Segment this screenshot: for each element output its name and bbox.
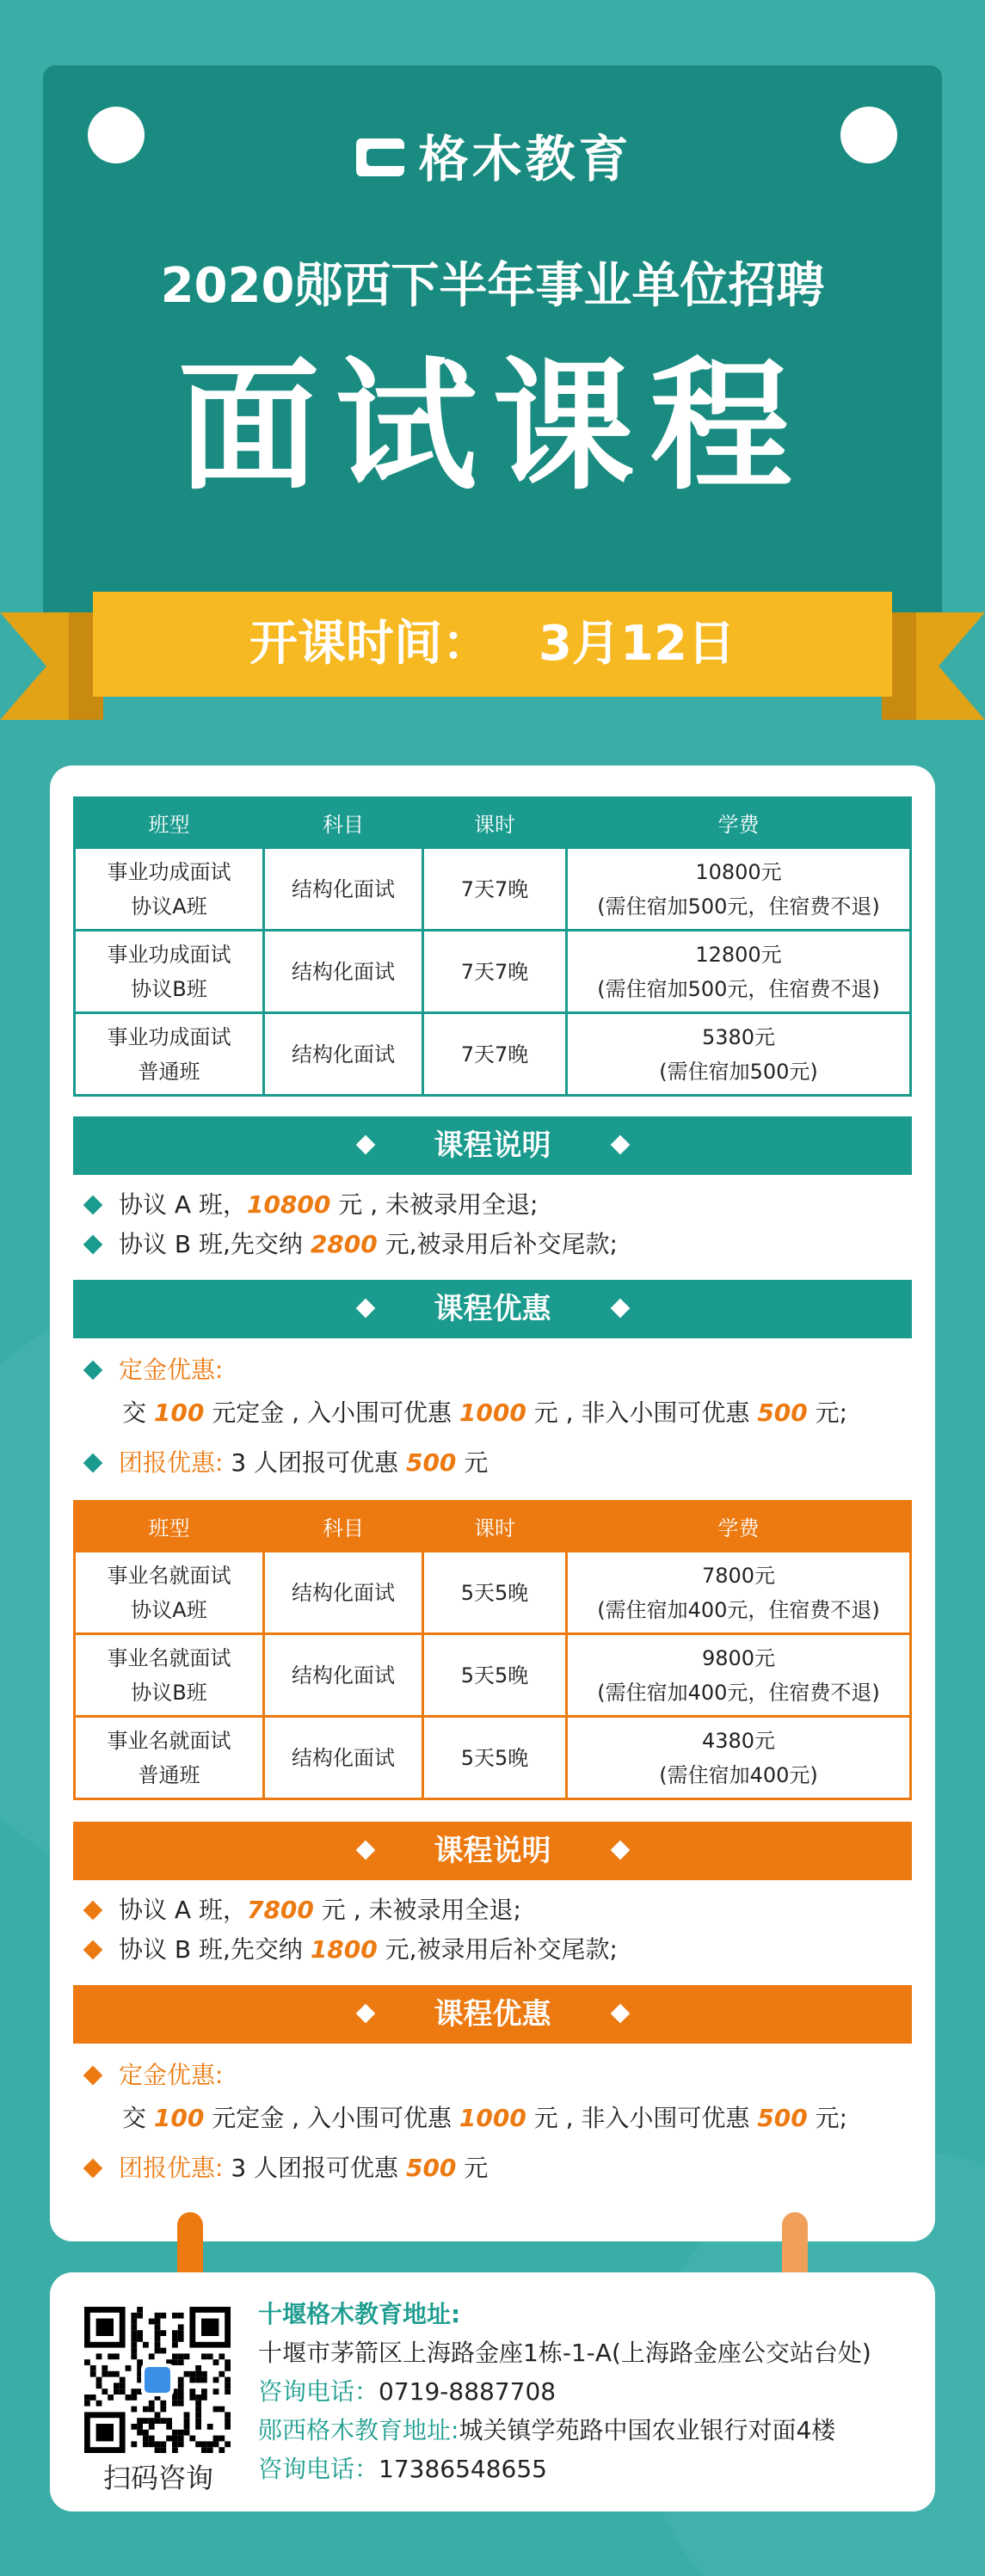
shiyan-phone-line: 咨询电话：0719-8887708: [258, 2377, 557, 2406]
qr-label: 扫码咨询: [102, 2462, 213, 2494]
contact-card: [50, 2272, 935, 2511]
course-description-list: [81, 1891, 907, 1970]
class-type-cell: 事业名就面试 协议B班: [75, 1634, 264, 1717]
fee-cell: 10800元 (需住宿加500元，住宿费不退): [567, 848, 911, 931]
list-item: 团报优惠: 3 人团报可优惠 500 元: [81, 2149, 907, 2188]
list-item: 协议 A 班，7800 元 , 未被录用全退;: [81, 1891, 907, 1930]
shiyan-phone[interactable]: 0719-8887708: [379, 2377, 557, 2406]
page-title: 面试课程: [177, 344, 808, 509]
table-header-row: [75, 798, 911, 848]
list-item: 团报优惠: 3 人团报可优惠 500 元: [81, 1443, 907, 1483]
list-item: 定金优惠:: [81, 2056, 907, 2095]
subject-cell: 结构化面试: [264, 1717, 423, 1799]
list-item: 定金优惠:: [81, 1350, 907, 1390]
table-row: [75, 931, 911, 1013]
column-header: 班型: [75, 798, 264, 848]
shiyan-address-title: 十堰格木教育地址:: [258, 2300, 461, 2328]
brand-mark-icon: [353, 132, 409, 183]
column-header: 班型: [75, 1502, 264, 1552]
subject-cell: 结构化面试: [264, 848, 423, 931]
course-description-bar: 课程说明: [73, 1116, 912, 1175]
course-promo-list: [81, 2056, 907, 2188]
class-type-cell: 事业功成面试 普通班: [75, 1013, 264, 1096]
fee-cell: 4380元 (需住宿加400元): [567, 1717, 911, 1799]
table-row: [75, 1552, 911, 1634]
table-header-row: [75, 1502, 911, 1552]
list-item: 协议 A 班，10800 元 , 未被录用全退;: [81, 1185, 907, 1225]
list-item: 协议 B 班,先交纳 2800 元,被录用后补交尾款;: [81, 1225, 907, 1264]
course-table-orange: [73, 1500, 912, 1800]
table-row: [75, 1717, 911, 1799]
fee-cell: 7800元 (需住宿加400元，住宿费不退): [567, 1552, 911, 1634]
list-item: 协议 B 班,先交纳 1800 元,被录用后补交尾款;: [81, 1930, 907, 1970]
duration-cell: 5天5晚: [423, 1552, 567, 1634]
start-date-ribbon: [93, 592, 892, 697]
shiyan-address: 十堰市茅箭区上海路金座1栋-1-A(上海路金座公交站台处): [258, 2339, 871, 2367]
course-promo-bar: 课程优惠: [73, 1280, 912, 1338]
class-type-cell: 事业功成面试 协议B班: [75, 931, 264, 1013]
course-description-list: [81, 1185, 907, 1264]
duration-cell: 5天5晚: [423, 1634, 567, 1717]
column-header: 课时: [423, 798, 567, 848]
column-header: 课时: [423, 1502, 567, 1552]
table-row: [75, 848, 911, 931]
duration-cell: 7天7晚: [423, 1013, 567, 1096]
yunxi-phone[interactable]: 17386548655: [379, 2455, 547, 2483]
page-subtitle: 2020郧西下半年事业单位招聘: [160, 258, 825, 314]
column-header: 科目: [264, 798, 423, 848]
course-table-teal: [73, 796, 912, 1097]
header-panel: [43, 65, 942, 624]
brand-logo: [43, 119, 942, 191]
fee-cell: 12800元 (需住宿加500元，住宿费不退): [567, 931, 911, 1013]
table-row: [75, 1013, 911, 1096]
course-description-bar: 课程说明: [73, 1822, 912, 1880]
course-card: [50, 765, 935, 2241]
course-promo-bar: 课程优惠: [73, 1985, 912, 2044]
table-row: [75, 1634, 911, 1717]
fee-cell: 9800元 (需住宿加400元，住宿费不退): [567, 1634, 911, 1717]
class-type-cell: 事业名就面试 普通班: [75, 1717, 264, 1799]
start-date-label: 开课时间：: [249, 616, 491, 672]
class-type-cell: 事业功成面试 协议A班: [75, 848, 264, 931]
column-header: 学费: [567, 1502, 911, 1552]
column-header: 学费: [567, 798, 911, 848]
deposit-detail: 交 100 元定金 , 入小围可优惠 1000 元 , 非入小围可优惠 500 元;: [122, 1399, 848, 1427]
start-date-value: 3月12日: [539, 616, 736, 672]
yunxi-address-line: 郧西格木教育地址:城关镇学苑路中国农业银行对面4楼: [258, 2416, 836, 2444]
subject-cell: 结构化面试: [264, 931, 423, 1013]
class-type-cell: 事业名就面试 协议A班: [75, 1552, 264, 1634]
fee-cell: 5380元 (需住宿加500元): [567, 1013, 911, 1096]
duration-cell: 7天7晚: [423, 848, 567, 931]
qr-code-icon[interactable]: [84, 2307, 231, 2453]
subject-cell: 结构化面试: [264, 1552, 423, 1634]
course-promo-list: [81, 1350, 907, 1483]
duration-cell: 7天7晚: [423, 931, 567, 1013]
duration-cell: 5天5晚: [423, 1717, 567, 1799]
yunxi-phone-line: 咨询电话：17386548655: [258, 2455, 547, 2483]
subject-cell: 结构化面试: [264, 1013, 423, 1096]
subject-cell: 结构化面试: [264, 1634, 423, 1717]
contact-info: [258, 2295, 871, 2488]
deposit-detail: 交 100 元定金 , 入小围可优惠 1000 元 , 非入小围可优惠 500 元;: [122, 2104, 848, 2132]
brand-name: 格木教育: [418, 130, 632, 188]
column-header: 科目: [264, 1502, 423, 1552]
